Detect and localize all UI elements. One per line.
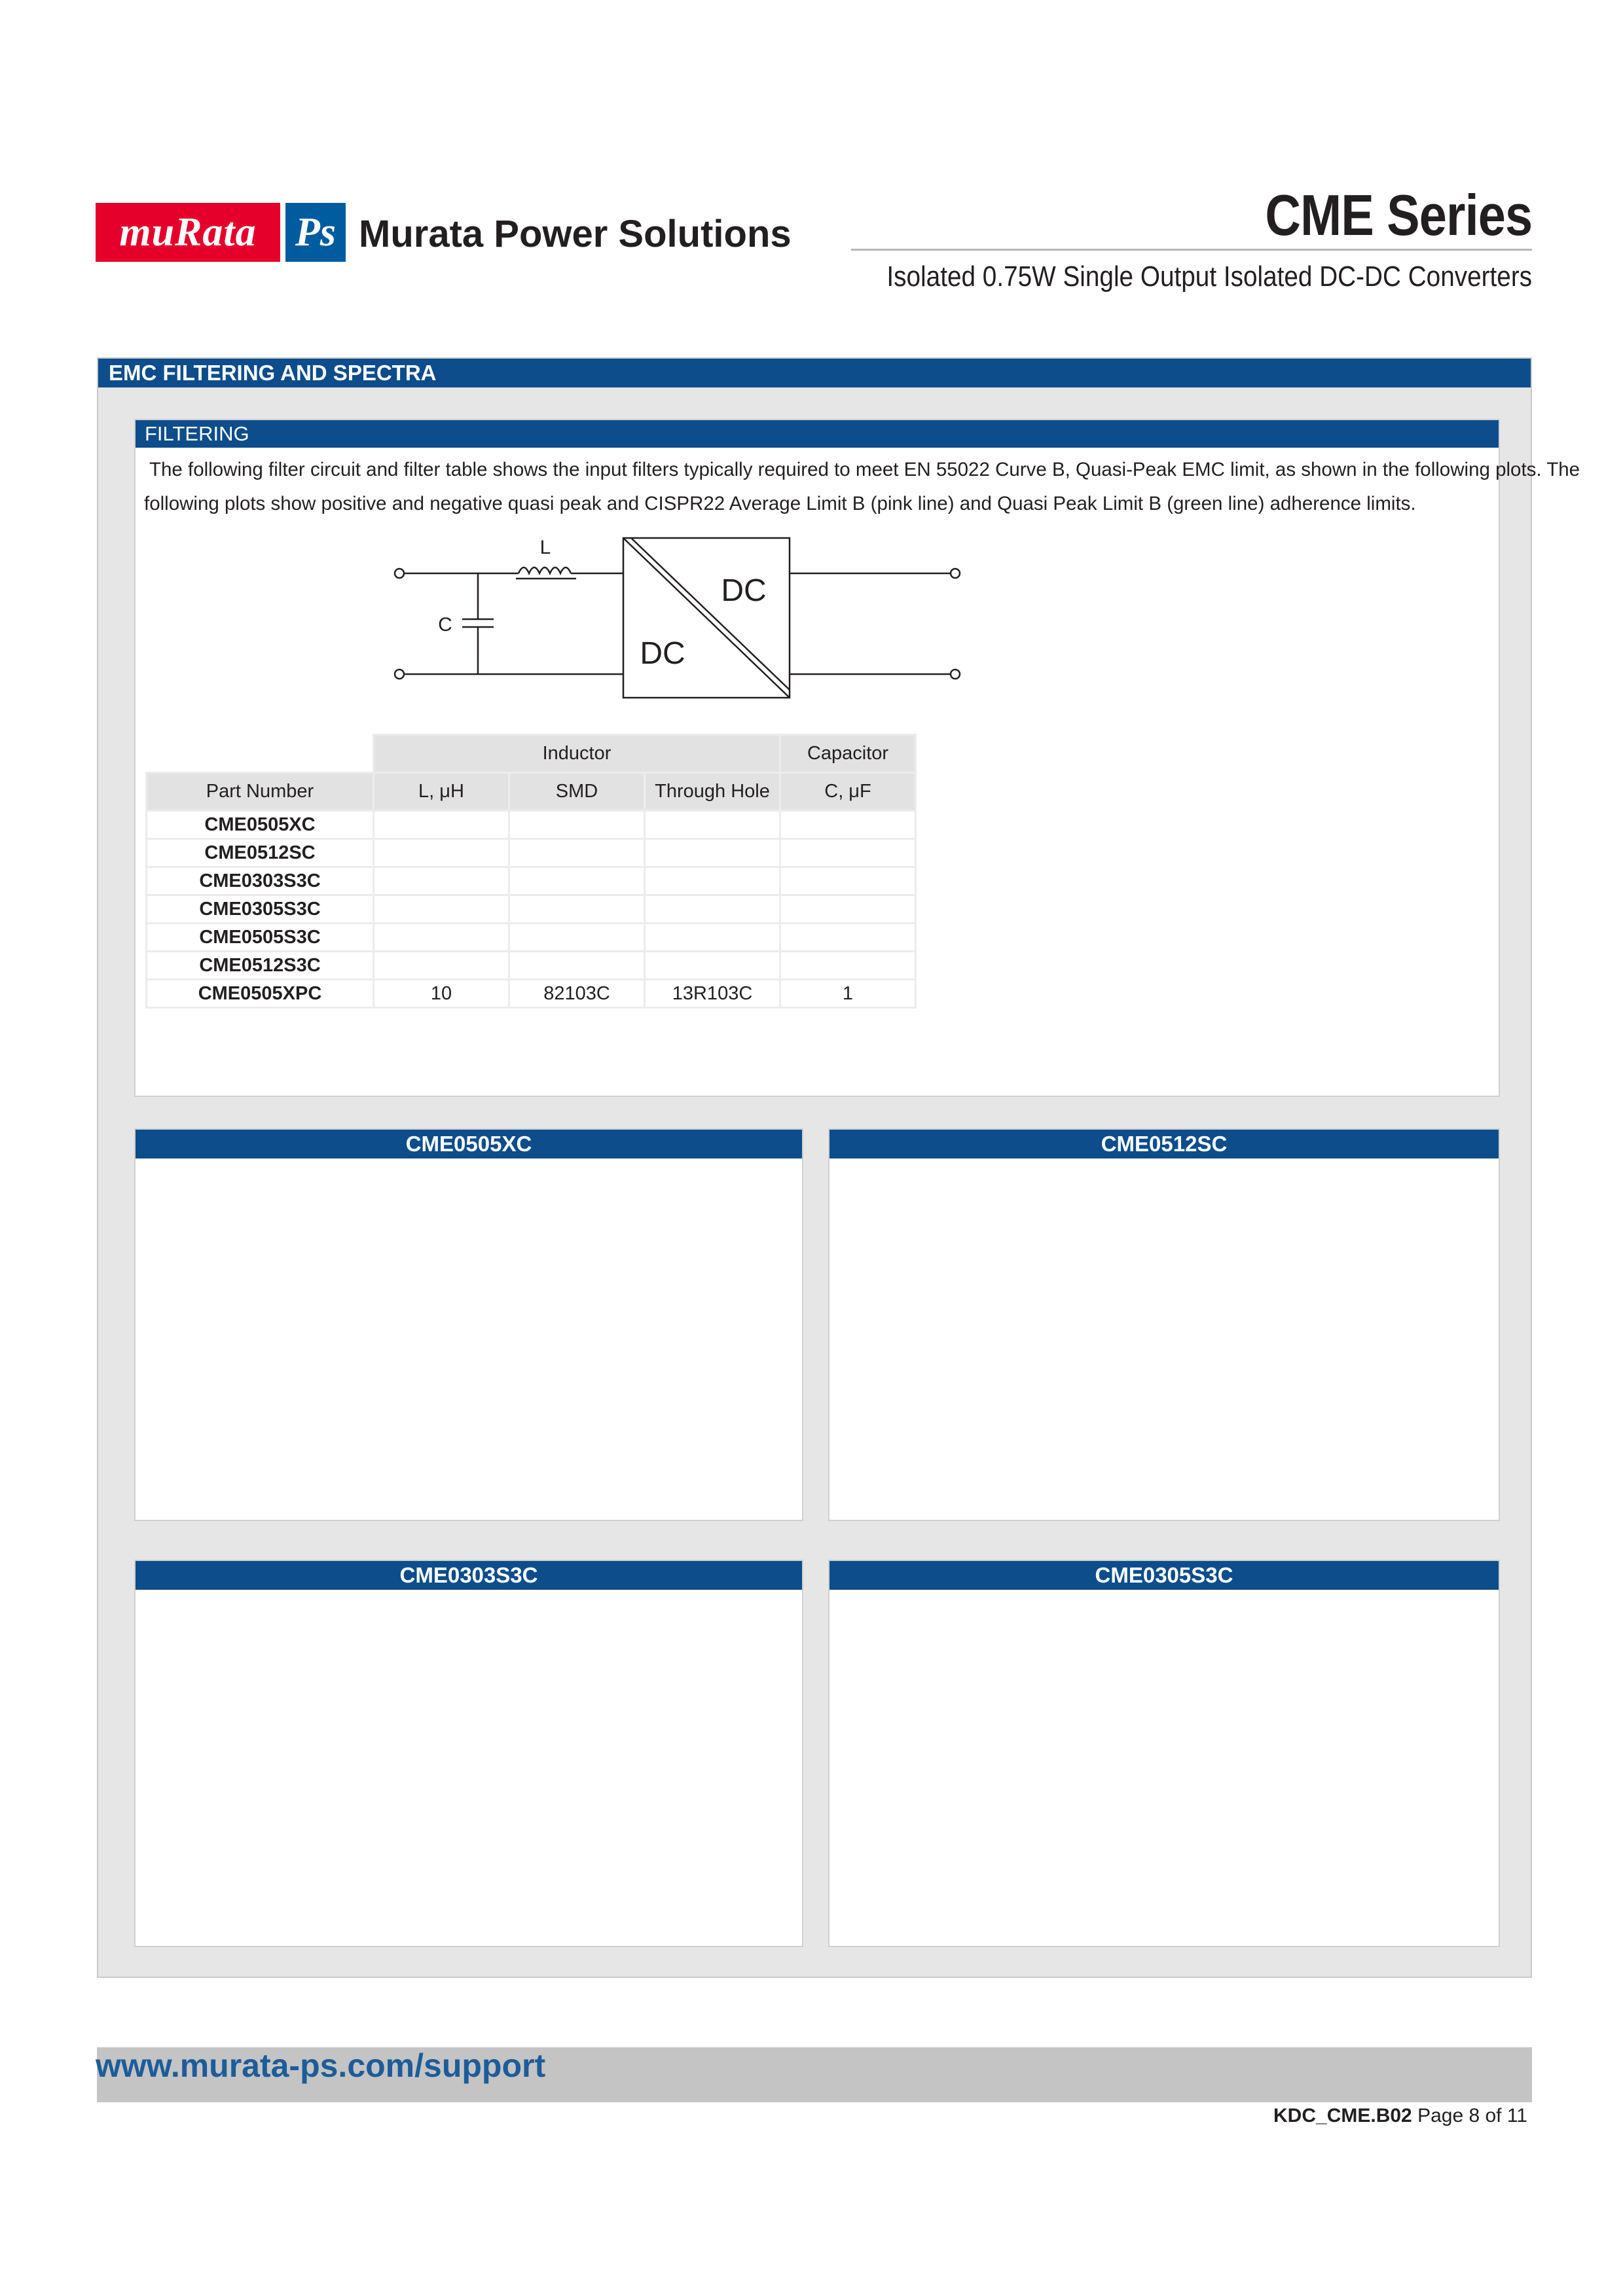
col-header-capacitance: C, μF: [780, 773, 916, 811]
col-header-part-number: Part Number: [147, 773, 374, 811]
table-row: [147, 952, 916, 980]
filtering-description: [144, 453, 1580, 521]
through-hole-cell: [645, 895, 780, 924]
table-row: [147, 980, 916, 1008]
description-line-1: The following filter circuit and filter table shows the input filters typically required to meet EN 55022 Curve B, Quasi-Peak EMC limit, as shown in the following plots. The: [149, 459, 1580, 480]
capacitance-cell: [780, 924, 916, 952]
filter-table: [145, 734, 917, 1009]
inductor-group-header: Inductor: [374, 735, 780, 773]
col-header-smd: SMD: [509, 773, 645, 811]
part-number-cell: CME0505XPC: [147, 980, 374, 1008]
table-row: [147, 867, 916, 895]
inductance-cell: 10: [374, 980, 509, 1008]
table-column-header-row: [147, 773, 916, 811]
chart-panel-cme0303s3c: [134, 1560, 803, 1947]
smd-cell: 82103C: [509, 980, 645, 1008]
capacitance-cell: [780, 839, 916, 867]
part-number-cell: CME0505S3C: [147, 924, 374, 952]
inductor-label: L: [539, 537, 551, 558]
through-hole-cell: [645, 952, 780, 980]
inductance-cell: [374, 952, 509, 980]
table-row: [147, 924, 916, 952]
murata-logo: muRata: [96, 203, 280, 262]
capacitance-cell: [780, 811, 916, 839]
chart-title: CME0512SC: [830, 1130, 1499, 1158]
output-terminal-bottom: [951, 670, 960, 679]
capacitance-cell: [780, 895, 916, 924]
input-terminal-bottom: [395, 670, 404, 679]
chart-panel-cme0305s3c: [828, 1560, 1500, 1947]
table-row: [147, 895, 916, 924]
smd-cell: [509, 811, 645, 839]
capacitance-cell: 1: [780, 980, 916, 1008]
converter-output-label: DC: [721, 573, 767, 608]
smd-cell: [509, 952, 645, 980]
col-header-through-hole: Through Hole: [645, 773, 780, 811]
converter-input-label: DC: [640, 636, 685, 671]
through-hole-cell: [645, 924, 780, 952]
support-link[interactable]: www.murata-ps.com/support: [96, 2047, 546, 2084]
capacitance-cell: [780, 867, 916, 895]
filtering-title: FILTERING: [136, 420, 1499, 448]
header-rule: [851, 249, 1532, 251]
table-group-header-row: [147, 735, 916, 773]
company-name: Murata Power Solutions: [359, 213, 792, 255]
through-hole-cell: [645, 839, 780, 867]
inductance-cell: [374, 867, 509, 895]
part-number-cell: CME0512S3C: [147, 952, 374, 980]
inductance-cell: [374, 811, 509, 839]
chart-panel-cme0512sc: [828, 1128, 1500, 1521]
filter-circuit-diagram: [380, 529, 969, 719]
chart-panel-cme0505xc: [134, 1128, 803, 1521]
through-hole-cell: [645, 811, 780, 839]
page-number: Page 8 of 11: [1417, 2105, 1527, 2126]
inductance-cell: [374, 924, 509, 952]
subtitle: Isolated 0.75W Single Output Isolated DC-DC Converters: [886, 260, 1532, 293]
section-title: EMC FILTERING AND SPECTRA: [98, 359, 1531, 387]
input-terminal-top: [395, 569, 404, 578]
inductance-cell: [374, 839, 509, 867]
smd-cell: [509, 924, 645, 952]
table-corner-blank: [147, 735, 374, 773]
part-number-cell: CME0512SC: [147, 839, 374, 867]
output-terminal-top: [951, 569, 960, 578]
capacitance-cell: [780, 952, 916, 980]
through-hole-cell: [645, 867, 780, 895]
part-number-cell: CME0505XC: [147, 811, 374, 839]
series-title: CME Series: [1265, 183, 1532, 247]
description-line-2: following plots show positive and negative quasi peak and CISPR22 Average Limit B (pink line) and Quasi Peak Limit B (green line) adherence limits.: [144, 493, 1416, 514]
smd-cell: [509, 867, 645, 895]
page-info: [1273, 2105, 1527, 2127]
smd-cell: [509, 839, 645, 867]
through-hole-cell: 13R103C: [645, 980, 780, 1008]
part-number-cell: CME0305S3C: [147, 895, 374, 924]
smd-cell: [509, 895, 645, 924]
chart-title: CME0505XC: [136, 1130, 802, 1158]
part-number-cell: CME0303S3C: [147, 867, 374, 895]
chart-title: CME0305S3C: [830, 1561, 1499, 1590]
inductor-symbol: [519, 567, 571, 573]
col-header-inductance: L, μH: [374, 773, 509, 811]
table-row: [147, 811, 916, 839]
inductance-cell: [374, 895, 509, 924]
doc-code: KDC_CME.B02: [1273, 2105, 1412, 2126]
chart-title: CME0303S3C: [136, 1561, 802, 1590]
capacitor-group-header: Capacitor: [780, 735, 916, 773]
table-row: [147, 839, 916, 867]
ps-logo: Ps: [285, 203, 346, 262]
capacitor-label: C: [438, 614, 452, 636]
